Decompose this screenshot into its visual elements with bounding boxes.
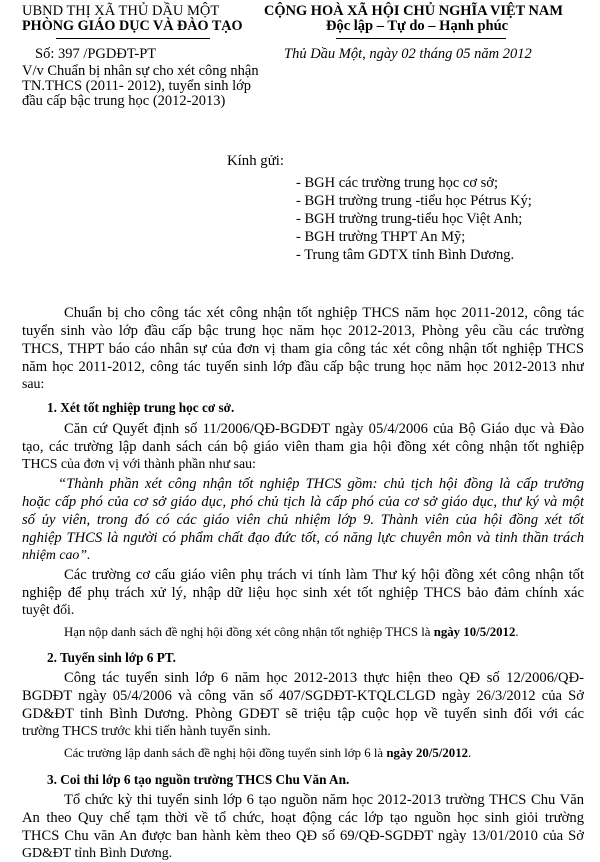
- section-2-text: GD&ĐT tỉnh Bình Dương. Phòng GDĐT sẽ triệu tập cuộc họp về tuyển sinh đối với các: [22, 706, 584, 722]
- section-1-text: THCS của đơn vị với thành phần như sau:: [22, 457, 256, 472]
- deadline-end: .: [468, 746, 472, 760]
- motto-underline: [336, 38, 506, 39]
- document-number: Số: 397 /PGDĐT-PT: [35, 46, 157, 62]
- section-2-text: Công tác tuyển sinh lớp 6 năm học 2012-2013 thực hiện theo QĐ số 12/2006/QĐ-: [64, 670, 584, 686]
- deadline-date: ngày 10/5/2012: [433, 625, 516, 639]
- intro-line: tuyển sinh vào lớp đầu cấp bậc trung học năm học 2012-2013, Phòng yêu cầu các trường: [22, 323, 584, 339]
- recipient-item: - Trung tâm GDTX tỉnh Bình Dương.: [296, 247, 515, 263]
- deadline-text: Hạn nộp danh sách đề nghị hội đồng xét công nhận tốt nghiệp THCS là: [64, 625, 434, 639]
- section-1-quote: hoặc cấp phó của cơ sở giáo dục, phó chủ tịch là cấp phó của cơ sở giáo dục, thư ký và một: [22, 494, 584, 510]
- intro-line: Chuẩn bị cho công tác xét công nhận tốt nghiệp THCS năm học 2011-2012, công tác: [64, 305, 584, 321]
- section-1-text: tuyệt đối.: [22, 603, 75, 618]
- issuing-authority: UBND THỊ XÃ THỦ DẦU MỘT: [22, 3, 220, 19]
- recipient-item: - BGH trường trung-tiểu học Việt Anh;: [296, 211, 523, 227]
- intro-line: sau:: [22, 377, 45, 392]
- section-3-text: An theo Quy chế tạm thời về tổ chức, hoạt động các lớp tạo nguồn học sinh giỏi trường: [22, 810, 584, 826]
- subject-line-2: TN.THCS (2011- 2012), tuyển sinh lớp: [22, 78, 252, 94]
- section-3-text: THCS Chu văn An được ban hành kèm theo QĐ số 69/QĐ-SGDĐT ngày 13/01/2010 của Sở: [22, 828, 584, 844]
- recipient-item: - BGH trường trung -tiểu học Pétrus Ký;: [296, 193, 532, 209]
- section-3-text: GD&ĐT tỉnh Bình Dương.: [22, 846, 173, 861]
- section-1-text: nghiệp để phụ trách xử lý, nhập dữ liệu học sinh xét tốt nghiệp THCS bảo đảm chính xác: [22, 585, 584, 601]
- section-2-heading: 2. Tuyển sinh lớp 6 PT.: [47, 650, 176, 665]
- section-3-text: Tổ chức kỳ thi tuyển sinh lớp 6 tạo nguồn năm học 2012-2013 trường THCS Chu Văn: [64, 792, 584, 808]
- department-underline: [56, 38, 210, 39]
- section-3-heading: 3. Coi thi lớp 6 tạo nguồn trường THCS Chu Văn An.: [47, 772, 350, 787]
- section-2-deadline: [64, 745, 600, 761]
- issue-date: Thủ Dầu Một, ngày 02 tháng 05 năm 2012: [284, 46, 532, 62]
- issuing-department: PHÒNG GIÁO DỤC VÀ ĐÀO TẠO: [22, 18, 243, 34]
- section-1-heading: 1. Xét tốt nghiệp trung học cơ sở.: [47, 400, 235, 415]
- intro-line: năm học 2011-2012, công tác tuyển sinh lớp đầu cấp bậc trung học năm học 2012-2013 như: [22, 359, 584, 375]
- section-2-text: BGDĐT ngày 05/4/2006 và công văn số 407/SGDĐT-KTQLCLGD ngày 26/3/2012 của Sở: [22, 688, 584, 704]
- section-1-text: Căn cứ Quyết định số 11/2006/QĐ-BGDĐT ngày 05/4/2006 của Bộ Giáo dục và Đào: [64, 421, 584, 437]
- recipients-label: Kính gửi:: [227, 153, 284, 169]
- subject-line-1: V/v Chuẩn bị nhân sự cho xét công nhận: [22, 63, 259, 79]
- subject-line-3: đầu cấp bậc trung học (2012-2013): [22, 93, 226, 109]
- deadline-date: ngày 20/5/2012: [386, 746, 469, 760]
- recipient-item: - BGH trường THPT An Mỹ;: [296, 229, 466, 245]
- deadline-end: .: [515, 625, 519, 639]
- section-2-text: trường THCS trước khi tiến hành tuyển sinh.: [22, 724, 271, 739]
- section-1-deadline: [64, 624, 600, 640]
- section-1-quote: nhiệm cao”.: [22, 548, 91, 563]
- national-motto: Độc lập – Tự do – Hạnh phúc: [326, 18, 509, 34]
- national-title: CỘNG HOÀ XÃ HỘI CHỦ NGHĨA VIỆT NAM: [264, 3, 563, 19]
- section-1-quote: nghiệp THCS là người có phẩm chất đạo đức tốt, có năng lực chuyên môn và tinh thần trách: [22, 530, 584, 546]
- deadline-text: Các trường lập danh sách đề nghị hội đồng tuyển sinh lớp 6 là: [64, 746, 387, 760]
- section-1-text: Các trường cơ cấu giáo viên phụ trách vi tính làm Thư ký hội đồng xét công nhận tốt: [64, 567, 584, 583]
- section-1-quote: “Thành phần xét công nhận tốt nghiệp THCS gồm: chủ tịch hội đồng là cấp trưởng: [58, 476, 584, 492]
- section-1-text: tạo, các trường lập danh sách cán bộ giáo viên tham gia hội đồng xét công nhận tốt nghiệp: [22, 439, 584, 455]
- recipient-item: - BGH các trường trung học cơ sở;: [296, 175, 498, 191]
- intro-line: THCS, THPT báo cáo nhân sự của đơn vị tham gia công tác xét công nhận tốt nghiệp THCS: [22, 341, 584, 357]
- section-1-quote: số ủy viên, trong đó có các giáo viên chủ nhiệm lớp 9. Thành viên của hội đồng xét tốt: [22, 512, 584, 528]
